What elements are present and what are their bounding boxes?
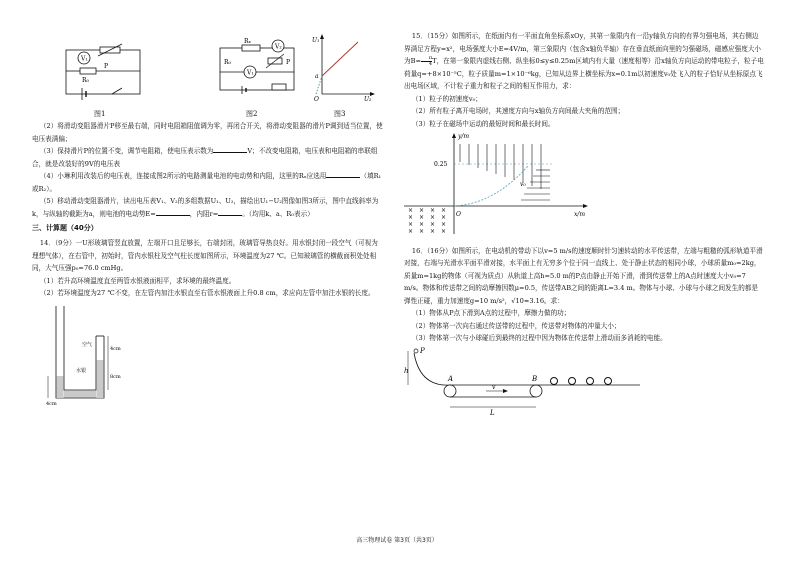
question-15-part-1: （1）粒子的初速度v₀；: [411, 94, 482, 103]
question-14-part-2: （2）若环境温度为27 ℃不变，在左管内加注水银直至右管水银液面上升0.8 cm，求应向左管中加注水银的长度。: [39, 289, 375, 298]
field-arrows: [460, 144, 541, 189]
length-1: 4cm: [110, 346, 121, 352]
fig16-a: A: [448, 374, 454, 383]
air-label: 空气: [82, 342, 93, 348]
question-13-part-5: （5）移动滑动变阻器滑片，读出电压表V₁、V₂的多组数据U₁、U₂，描绘出U₁−U₂图像如图3所示，图中直线斜率为k，与纵轴的截距为a，则电池的电动势E= ，内阻r= 。（均用k、a、R₀表示）: [32, 197, 379, 218]
answer-blank: [213, 145, 247, 153]
answer-blank: [156, 208, 190, 216]
question-14-part-1: （1）若升高环境温度直至两管水银液面相平，求环境的最终温度。: [39, 276, 236, 285]
question-15-stem: 15．（15分）如图所示，在纸面内有一平面直角坐标系xOy，其第一象限内有一沿y轴负方向的有界匀强电场，其右侧边界满足方程y=x²，电场强度大小E=4V/m，第三象限内（包含x轴负半轴）存在垂直纸面向里的匀强磁场，磁感应强度大小为B= $\frac{\pi}{4}$ T，在第一象限内虚线右侧、纵坐标0≤y≤0.25m区域内有大量（速度相等）沿x轴负方向运动的带电粒子，粒子电荷量q=+8×10⁻⁵C，粒子质量m=1×10⁻⁶kg，已知从边界上横坐标为x=0.1m以初速度v₀处飞入的粒子恰好从坐标原点飞出电场区域，不计粒子重力和粒子之间的相互作用力，求：: [404, 32, 764, 91]
question-15-part-2: （2）所有粒子离开电场时，其速度方向与x轴负方向间最大夹角的范围；: [411, 107, 625, 116]
fig15-y-tick: 0.25: [434, 161, 448, 169]
question-13-part-4: （4）小琳利用改装后的电压表，连接成图2所示的电路测量电池的电动势和内阻，这里的Rₓ应选用 （填R₁或R₂）。: [32, 172, 382, 193]
length-3: 4cm: [46, 401, 57, 406]
circuit-figures: [32, 30, 384, 120]
cross-mark: ×: [419, 221, 425, 229]
cross-mark: ×: [408, 228, 414, 236]
cross-mark: ×: [430, 228, 436, 236]
cross-mark: ×: [419, 228, 425, 236]
figure-1-circuit: [60, 38, 146, 102]
fig2-r0: R₀: [224, 59, 231, 66]
question-16-part-3: （3）物体第一次与小球碰后到最终的过程中因为物体在传送带上滑动而多消耗的电能。: [411, 334, 667, 343]
fig2-meter-top: V₂: [275, 43, 282, 51]
fig16-p: P: [420, 346, 425, 355]
cross-mark: ×: [430, 207, 436, 215]
cross-mark: ×: [408, 207, 414, 215]
length-2: 8cm: [110, 374, 121, 380]
fig15-v0: v₀: [520, 181, 526, 189]
fig16-l: L: [490, 408, 495, 417]
fig2-rx: Rₓ: [244, 38, 252, 45]
figure-2-circuit: [212, 34, 302, 98]
fig3-label: 图3: [334, 110, 346, 118]
cross-mark: ×: [408, 214, 414, 222]
fig3-x-axis: U₂: [364, 96, 372, 102]
magnetic-field-crosses: [408, 207, 446, 235]
section-heading: 三、计算题（40分）: [32, 224, 98, 233]
fig3-origin: O: [314, 96, 319, 102]
fig16-b: B: [532, 374, 538, 383]
mercury-label: 水银: [76, 368, 87, 374]
page-footer: 高三物理试卷 第3页（共3页）: [356, 537, 438, 544]
cross-mark: ×: [441, 221, 447, 229]
cross-mark: ×: [408, 221, 414, 229]
fig1-resistor: R₀: [82, 77, 89, 84]
cross-mark: ×: [441, 207, 447, 215]
question-16-stem: 16．（16分）如图所示，在电动机的带动下以v=5 m/s的速度顺时针匀速转动的水平传送带，左端与粗糙的弧形轨道平滑对接，右端与光滑水平面平滑对接，水平面上有无穷多个位于同一直线上、处于静止状态的相同小球，小球质量m₀=2kg，质量m=1kg的物体（可视为质点）从轨道上高h=5.0 m的P点由静止开始下滑，滑到传送带上的A点时速度大小v₀=7 m/s。物体和传送带之间的动摩擦因数μ=0.5，传送带AB之间的距离L=3.4 m。物体与小球、小球与小球之间发生的都是弹性正碰，重力加速度g=10 m/s²，√10≈3.16。求：: [404, 246, 763, 305]
fig1-label: 图1: [94, 110, 106, 118]
u-tube-figure: [46, 306, 136, 406]
question-13-part-3: （3）保持滑片P的位置不变，调节电阻箱，使电压表示数为 V；不改变电阻箱，电压表和电阻箱的串联组合，就是改装好的9V的电压表: [32, 147, 378, 168]
fig3-intercept: a: [315, 73, 319, 80]
answer-blank: [218, 208, 242, 216]
question-16-part-1: （1）物体从P点下滑到A点的过程中，摩擦力做的功；: [411, 309, 571, 318]
right-column: [404, 30, 764, 423]
fig16-h: h: [404, 366, 409, 375]
cross-mark: ×: [441, 228, 447, 236]
cross-mark: ×: [419, 214, 425, 222]
fig15-y-axis: y/m: [458, 133, 470, 141]
question-13-part-2: （2）将滑动变阻器滑片P移至最右端，同时电阻箱阻值调为零，再闭合开关，将滑动变阻器的滑片P调到适当位置，使电压表满偏；: [32, 122, 383, 143]
fig15-origin: O: [456, 211, 461, 219]
cross-mark: ×: [430, 221, 436, 229]
fig1-meter: V₁: [81, 55, 88, 63]
field-figure: [404, 130, 604, 240]
fig2-label: 图2: [246, 110, 258, 118]
question-16-part-2: （2）物体第一次向右通过传送带的过程中，传送带对物体的冲量大小；: [411, 321, 621, 330]
left-column: [32, 30, 384, 411]
fig15-x-axis: x/m: [574, 211, 586, 219]
cross-mark: ×: [430, 214, 436, 222]
question-14-stem: 14．（9分）一U形玻璃管竖直放置，左端开口且足够长，右端封闭，玻璃管导热良好。用水银封闭一段空气（可视为理想气体），在右管中，初始时，管内水银柱及空气柱长度如图所示，环境温度为27 ℃。已知玻璃管的横截面积处处相同，大气压强p₀=76.0 cmHg。: [32, 239, 378, 273]
fig1-p: P: [104, 63, 109, 70]
question-15-part-3: （3）粒子在磁场中运动的最短时间和最长时间。: [411, 119, 555, 128]
fig3-y-axis: U₁: [312, 37, 320, 44]
cross-mark: ×: [441, 214, 447, 222]
cross-mark: ×: [419, 207, 425, 215]
fig2-p: P: [286, 59, 291, 66]
conveyor-figure: [404, 345, 644, 419]
b-fraction: $\frac{\pi}{4}$: [421, 56, 432, 67]
fig16-v: v: [492, 383, 496, 391]
figure-3-graph: [308, 32, 378, 102]
fig2-meter-mid: V₁: [247, 69, 254, 77]
answer-blank: [326, 170, 360, 178]
